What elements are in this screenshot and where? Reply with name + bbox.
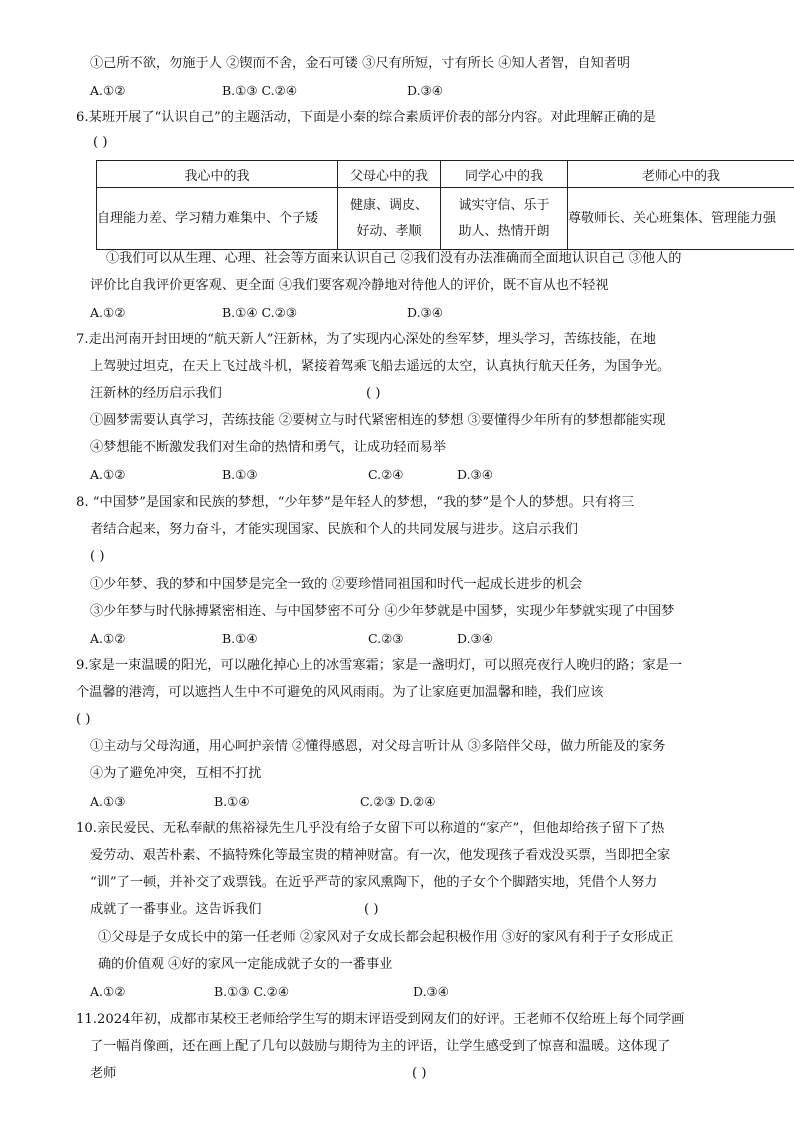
q11-stem-line3: 老师	[90, 1066, 117, 1081]
cell-parents-line2: 好动、孝顺	[356, 223, 422, 239]
q6-option-bc: B.①④ C.②③	[222, 305, 298, 320]
q7-statements-line2: ④梦想能不断激发我们对生命的热情和勇气，让成功轻而易举	[90, 440, 447, 455]
q7-answer-paren: ( )	[366, 386, 381, 401]
header-parents: 父母心中的我	[338, 161, 441, 188]
q10-stem-line3: “训”了一顿，并补交了戏票钱。在近乎严苛的家风熏陶下，他的子女个个脚踏实地，凭借个人努力	[90, 875, 658, 890]
q6-answer-paren: ( )	[93, 135, 108, 150]
q9-statements-line2: ④为了避免冲突，互相不打扰	[90, 766, 262, 781]
header-classmates: 同学心中的我	[441, 161, 568, 188]
q8-statements-line1: ①少年梦、我的梦和中国梦是完全一致的 ②要珍惜同祖国和时代一起成长进步的机会	[90, 577, 583, 592]
q11-stem-line2: 了一幅肖像画，还在画上配了几句以鼓励与期待为主的评语，让学生感受到了惊喜和温暖。这体现了	[90, 1039, 671, 1054]
q9-answer-paren: ( )	[76, 712, 91, 727]
q7-option-c: C.②④	[368, 467, 404, 482]
q7-option-d: D.③④	[457, 467, 493, 482]
header-teacher: 老师心中的我	[568, 161, 794, 188]
q5-option-a: A.①②	[90, 83, 126, 98]
q8-stem-line1: 8. “中国梦”是国家和民族的梦想，“少年梦”是年轻人的梦想，“我的梦”是个人的梦想。只有将三	[76, 495, 635, 510]
q8-option-a: A.①②	[90, 631, 126, 646]
q8-statements-line2: ③少年梦与时代脉搏紧密相连、与中国梦密不可分 ④少年梦就是中国梦，实现少年梦就实现了中国梦	[90, 604, 675, 619]
q11-answer-paren: ( )	[412, 1066, 427, 1081]
q10-option-a: A.①②	[90, 984, 126, 999]
q7-stem-line3: 汪新林的经历启示我们	[90, 386, 222, 401]
q10-stem-line1: 10.亲民爱民、无私奉献的焦裕禄先生几乎没有给子女留下可以称道的“家产”，但他却给孩子留下了热	[76, 821, 665, 836]
table-row	[97, 188, 794, 250]
cell-self: 自理能力差、学习精力难集中、个子矮	[97, 188, 338, 250]
q8-answer-paren: ( )	[90, 549, 105, 564]
table-header-row	[97, 161, 794, 188]
q10-stem-line4: 成就了一番事业。这告诉我们	[90, 902, 262, 917]
q5-statements: ①己所不欲，勿施于人 ②锲而不舍，金石可镂 ③尺有所短，寸有所长 ④知人者智，自知者明	[90, 56, 631, 71]
q6-evaluation-table	[96, 160, 794, 250]
q5-option-bc: B.①③ C.②④	[222, 83, 298, 98]
cell-classmates	[441, 188, 568, 250]
q10-statements-line1: ①父母是子女成长中的第一任老师 ②家风对子女成长都会起积极作用 ③好的家风有利于子女形成正	[98, 930, 674, 945]
q10-option-bc: B.①③ C.②④	[214, 984, 290, 999]
q7-option-a: A.①②	[90, 467, 126, 482]
q11-stem-line1: 11.2024年初，成都市某校王老师给学生写的期末评语受到网友们的好评。王老师不仅给班上每个同学画	[76, 1012, 685, 1027]
q9-option-a: A.①③	[90, 794, 126, 809]
cell-classmates-line2: 助人、热情开朗	[458, 223, 550, 239]
q8-stem-line2: 者结合起来，努力奋斗，才能实现国家、民族和个人的共同发展与进步。这启示我们	[90, 522, 578, 537]
q9-statements-line1: ①主动与父母沟通，用心呵护亲情 ②懂得感恩，对父母言听计从 ③多陪伴父母，做力所能及的家务	[90, 739, 666, 754]
q7-option-b: B.①③	[222, 467, 258, 482]
cell-teacher: 尊敬师长、关心班集体、管理能力强	[568, 188, 794, 250]
q9-option-b: B.①④	[214, 794, 250, 809]
q5-option-d: D.③④	[407, 83, 443, 98]
header-self: 我心中的我	[97, 161, 338, 188]
q8-option-d: D.③④	[457, 631, 493, 646]
cell-parents-line1: 健康、调皮、	[349, 197, 428, 213]
q9-stem-line1: 9.家是一束温暖的阳光，可以融化掉心上的冰雪寒霜；家是一盏明灯，可以照亮夜行人晚归的路；家是一	[76, 658, 683, 673]
q10-stem-line2: 爱劳动、艰苦朴素、不搞特殊化等最宝贵的精神财富。有一次，他发现孩子看戏没买票，当即把全家	[90, 848, 671, 863]
q7-statements-line1: ①圆梦需要认真学习，苦练技能 ②要树立与时代紧密相连的梦想 ③要懂得少年所有的梦想都能实现	[90, 413, 666, 428]
q7-stem-line2: 上驾驶过坦克，在天上飞过战斗机，紧接着驾乘飞船去遥远的太空，认真执行航天任务，为国争光。	[90, 359, 671, 374]
cell-parents	[338, 188, 441, 250]
q6-stem: 6.某班开展了“认识自己”的主题活动，下面是小秦的综合素质评价表的部分内容。对此理解正确的是	[76, 110, 656, 125]
q9-option-cd: C.②③ D.②④	[360, 794, 436, 809]
q6-statements-line1: ①我们可以从生理、心理、社会等方面来认识自己 ②我们没有办法准确而全面地认识自己 ③他人的	[106, 251, 682, 266]
q6-statements-line2: 评价比自我评价更客观、更全面 ④我们要客观冷静地对待他人的评价，既不盲从也不轻视	[90, 278, 609, 293]
q9-stem-line2: 个温馨的港湾，可以遮挡人生中不可避免的风风雨雨。为了让家庭更加温馨和睦，我们应该	[76, 685, 604, 700]
cell-classmates-line1: 诚实守信、乐于	[458, 197, 550, 213]
q10-option-d: D.③④	[413, 984, 449, 999]
q7-stem-line1: 7.走出河南开封田埂的“航天新人”汪新林，为了实现内心深处的叁军梦，埋头学习，苦练技能，在地	[76, 332, 656, 347]
q8-option-c: C.②③	[368, 631, 404, 646]
q6-option-d: D.③④	[407, 305, 443, 320]
q6-option-a: A.①②	[90, 305, 126, 320]
q10-statements-line2: 确的价值观 ④好的家风一定能成就子女的一番事业	[98, 957, 393, 972]
q10-answer-paren: ( )	[364, 902, 379, 917]
q8-option-b: B.①④	[222, 631, 258, 646]
